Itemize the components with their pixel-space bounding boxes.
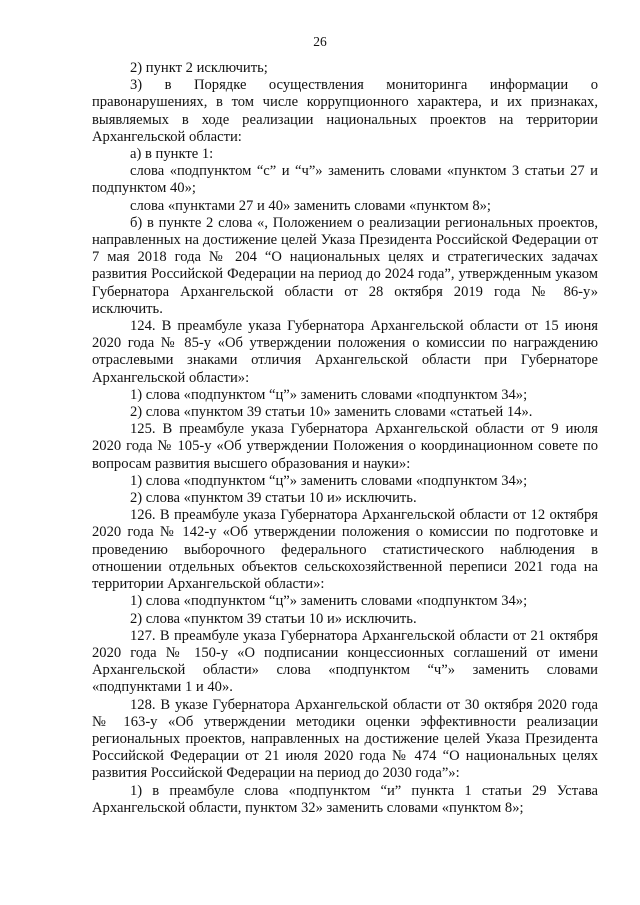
paragraph-17: 128. В указе Губернатора Архангельской области от 30 октября 2020 года № 163-у «Об утверждении методики оценки эффективности реализации региональных проектов, направленных на достижение целей Указа Президента Российской Федерации от 21 июля 2020 года № 474 “О национальных целях развития Российской Федерации на период до 2030 года”»:	[92, 696, 598, 782]
paragraph-14: 1) слова «подпунктом “ц”» заменить словами «подпунктом 34»;	[130, 593, 528, 610]
paragraph-4: слова «подпунктом “с” и “ч”» заменить словами «пунктом 3 статьи 27 и подпунктом 40»;	[92, 163, 598, 197]
paragraph-3: а) в пункте 1:	[130, 146, 214, 163]
paragraph-9: 2) слова «пунктом 39 статьи 10» заменить словами «статьей 14».	[130, 404, 533, 421]
paragraph-13: 126. В преамбуле указа Губернатора Архангельской области от 12 октября 2020 года № 142-у «Об утверждении положения о комиссии по подготовке и проведению выборочного федерального статистического наблюдения в отношении отдельных объектов сельскохозяйственной переписи 2021 года на территории Архангельской области»:	[92, 507, 598, 593]
paragraph-5: слова «пунктами 27 и 40» заменить словами «пунктом 8»;	[130, 197, 491, 214]
paragraph-2: 3) в Порядке осуществления мониторинга информации о правонарушениях, в том числе коррупционного характера, и их признаках, выявляемых в ходе реализации национальных проектов на территории Архангельской области:	[92, 77, 598, 145]
paragraph-10: 125. В преамбуле указа Губернатора Архангельской области от 9 июля 2020 года № 105-у «Об утверждении Положения о координационном совете по вопросам развития высшего образования и науки»:	[92, 421, 598, 472]
paragraph-16: 127. В преамбуле указа Губернатора Архангельской области от 21 октября 2020 года № 150-у «О подписании концессионных соглашений от имени Архангельской области» слова «подпунктом “ч”» заменить словами «подпунктами 1 и 40».	[92, 627, 598, 696]
paragraph-1: 2) пункт 2 исключить;	[130, 60, 268, 76]
paragraph-11: 1) слова «подпунктом “ц”» заменить словами «подпунктом 34»;	[130, 472, 528, 489]
paragraph-15: 2) слова «пунктом 39 статьи 10 и» исключить.	[130, 610, 417, 627]
document-body	[92, 60, 598, 817]
paragraph-18: 1) в преамбуле слова «подпунктом “и” пункта 1 статьи 29 Устава Архангельской области, пунктом 32» заменить словами «пунктом 8»;	[92, 782, 598, 816]
paragraph-6: б) в пункте 2 слова «, Положением о реализации региональных проектов, направленных на достижение целей Указа Президента Российской Федерации от 7 мая 2018 года № 204 “О национальных целях и стратегических задачах развития Российской Федерации на период до 2024 года”, утвержденным указом Губернатора Архангельской области от 28 октября 2019 года № 86-у» исключить.	[92, 214, 598, 317]
paragraph-8: 1) слова «подпунктом “ц”» заменить словами «подпунктом 34»;	[130, 386, 528, 403]
page-number: 26	[313, 34, 327, 49]
paragraph-12: 2) слова «пунктом 39 статьи 10 и» исключить.	[130, 490, 417, 507]
paragraph-7: 124. В преамбуле указа Губернатора Архангельской области от 15 июня 2020 года № 85-у «Об утверждении положения о комиссии по награждению отраслевыми знаками отличия Архангельской области при Губернаторе Архангельской области»:	[92, 318, 598, 386]
